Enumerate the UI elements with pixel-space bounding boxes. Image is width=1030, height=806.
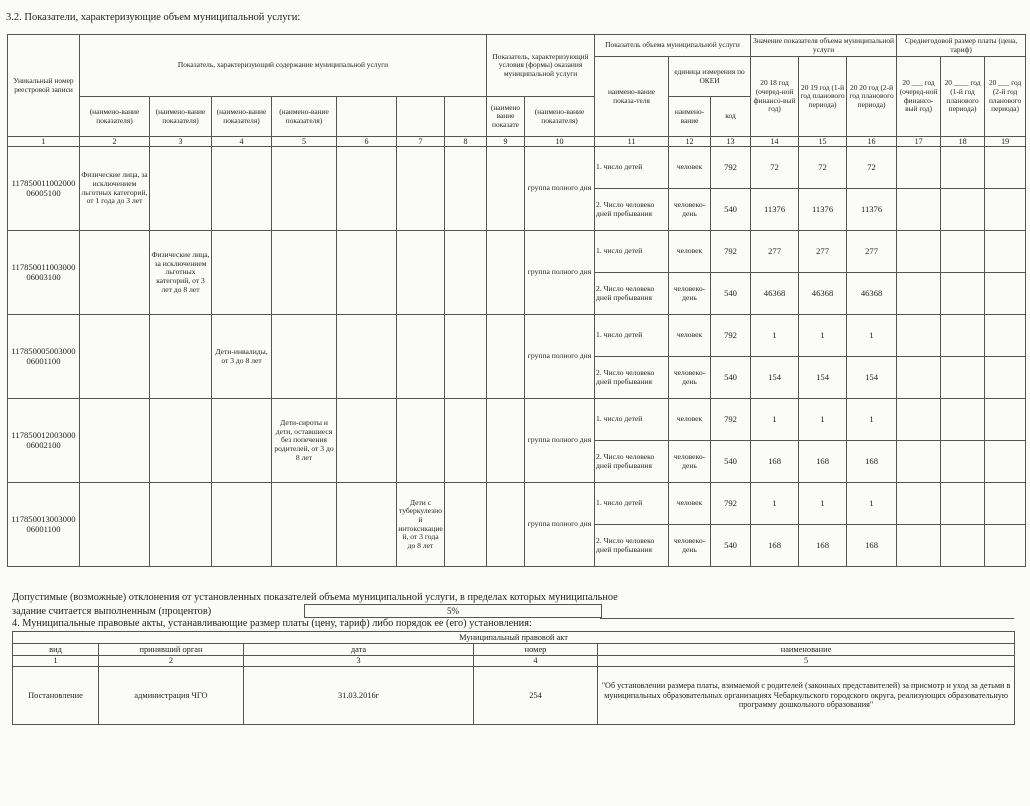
fee-cell bbox=[897, 525, 941, 567]
fee-cell bbox=[897, 315, 941, 357]
fee-cell bbox=[941, 441, 985, 483]
column-number: 18 bbox=[941, 137, 985, 147]
header-fee-year-3: 20 ___ год (2-й год планового периода) bbox=[985, 57, 1026, 137]
value-cell: 72 bbox=[799, 147, 847, 189]
acts-col-num-5: 5 bbox=[598, 656, 1015, 667]
acts-col-num-3: 3 bbox=[244, 656, 474, 667]
header-indicator-name: наимено-вание показа-теля bbox=[595, 57, 669, 137]
indicator-name: 2. Число человеко дней пребывания bbox=[595, 189, 669, 231]
unit-code: 792 bbox=[711, 483, 751, 525]
category-cell: Дети-сироты и дети, оставшиеся без попечения родителей, от 3 до 8 лет bbox=[272, 399, 337, 483]
value-cell: 168 bbox=[847, 441, 897, 483]
category-cell: Физические лица, за исключением льготных категорий, от 3 лет до 8 лет bbox=[150, 231, 212, 315]
value-cell: 168 bbox=[751, 441, 799, 483]
value-cell: 1 bbox=[799, 399, 847, 441]
category-cell: Дети с туберкулезной интоксикацией, от 3 года до 8 лет bbox=[397, 483, 445, 567]
empty-cell bbox=[397, 399, 445, 483]
registry-number: 117850011003000 06003100 bbox=[8, 231, 80, 315]
value-cell: 154 bbox=[799, 357, 847, 399]
fee-cell bbox=[985, 399, 1026, 441]
column-number: 11 bbox=[595, 137, 669, 147]
empty-cell bbox=[272, 147, 337, 231]
header-volume-value: Значение показателя объема муниципальной услуги bbox=[751, 35, 897, 57]
empty-cell bbox=[150, 147, 212, 231]
column-number: 16 bbox=[847, 137, 897, 147]
header-unique-number: Уникальный номер реестровой записи bbox=[8, 35, 80, 137]
volume-indicators-table bbox=[7, 34, 1026, 567]
empty-cell bbox=[272, 483, 337, 567]
legal-acts-table bbox=[12, 631, 1015, 725]
empty-cell bbox=[337, 483, 397, 567]
indicator-name: 2. Число человеко дней пребывания bbox=[595, 273, 669, 315]
deviation-text-2: задание считается выполненным (процентов) bbox=[12, 606, 212, 617]
indicator-name: 2. Число человеко дней пребывания bbox=[595, 357, 669, 399]
empty-cell bbox=[80, 315, 150, 399]
value-cell: 11376 bbox=[799, 189, 847, 231]
empty-cell bbox=[337, 399, 397, 483]
fee-cell bbox=[985, 273, 1026, 315]
empty-cell bbox=[487, 231, 525, 315]
empty-cell bbox=[80, 231, 150, 315]
fee-cell bbox=[985, 231, 1026, 273]
unit-code: 540 bbox=[711, 357, 751, 399]
table-row bbox=[8, 483, 1026, 525]
unit-name: человек bbox=[669, 399, 711, 441]
table-row bbox=[8, 231, 1026, 273]
column-number: 19 bbox=[985, 137, 1026, 147]
fee-cell bbox=[897, 399, 941, 441]
table-row bbox=[8, 399, 1026, 441]
empty-cell bbox=[337, 147, 397, 231]
empty-cell bbox=[212, 231, 272, 315]
value-cell: 168 bbox=[847, 525, 897, 567]
indicator-name: 2. Число человеко дней пребывания bbox=[595, 525, 669, 567]
value-cell: 1 bbox=[751, 399, 799, 441]
indicator-name: 1. число детей bbox=[595, 147, 669, 189]
fee-cell bbox=[985, 189, 1026, 231]
empty-cell bbox=[272, 231, 337, 315]
value-cell: 46368 bbox=[799, 273, 847, 315]
header-unit-okei: единица измерения по ОКЕИ bbox=[669, 57, 751, 97]
unit-code: 540 bbox=[711, 273, 751, 315]
act-number: 254 bbox=[474, 667, 598, 725]
empty-cell bbox=[445, 399, 487, 483]
acts-header-name: наименование bbox=[598, 644, 1015, 656]
registry-number: 117850011002000 06005100 bbox=[8, 147, 80, 231]
header-unit-code: код bbox=[711, 97, 751, 137]
header-year-2: 20 19 год (1-й год планового периода) bbox=[799, 57, 847, 137]
form-cell: группа полного дня bbox=[525, 147, 595, 231]
column-number: 14 bbox=[751, 137, 799, 147]
header-year-3: 20 20 год (2-й год планового периода) bbox=[847, 57, 897, 137]
form-cell: группа полного дня bbox=[525, 315, 595, 399]
fee-cell bbox=[941, 231, 985, 273]
header-condition-indicator: Показатель, характеризующий условия (формы) оказания муниципальной услуги bbox=[487, 35, 595, 97]
column-number: 2 bbox=[80, 137, 150, 147]
header-name-col-3: (наимено-вание показателя) bbox=[150, 97, 212, 137]
column-number: 15 bbox=[799, 137, 847, 147]
value-cell: 277 bbox=[847, 231, 897, 273]
empty-cell bbox=[445, 231, 487, 315]
column-number: 17 bbox=[897, 137, 941, 147]
header-fee-year-2: 20 ____ год (1-й год планового периода) bbox=[941, 57, 985, 137]
fee-cell bbox=[941, 273, 985, 315]
value-cell: 1 bbox=[751, 315, 799, 357]
empty-cell bbox=[212, 399, 272, 483]
empty-cell bbox=[80, 399, 150, 483]
header-name-col-2: (наимено-вание показателя) bbox=[80, 97, 150, 137]
column-number: 4 bbox=[212, 137, 272, 147]
header-avg-fee: Среднегодовой размер платы (цена, тариф) bbox=[897, 35, 1026, 57]
table-row bbox=[8, 315, 1026, 357]
value-cell: 1 bbox=[799, 315, 847, 357]
act-type: Постановление bbox=[13, 667, 99, 725]
form-cell: группа полного дня bbox=[525, 231, 595, 315]
empty-cell bbox=[272, 315, 337, 399]
form-cell: группа полного дня bbox=[525, 399, 595, 483]
header-name-col-4: (наимено-вание показателя) bbox=[212, 97, 272, 137]
header-name-col-9: (наимено вание показате bbox=[487, 97, 525, 137]
value-cell: 168 bbox=[751, 525, 799, 567]
unit-code: 540 bbox=[711, 525, 751, 567]
unit-name: человек bbox=[669, 315, 711, 357]
value-cell: 277 bbox=[799, 231, 847, 273]
empty-cell bbox=[445, 315, 487, 399]
deviation-text-1: Допустимые (возможные) отклонения от установленных показателей объема муниципальной услуги, в пределах которых муниципальное bbox=[12, 592, 618, 603]
fee-cell bbox=[985, 315, 1026, 357]
empty-cell bbox=[150, 315, 212, 399]
value-cell: 154 bbox=[751, 357, 799, 399]
column-number: 10 bbox=[525, 137, 595, 147]
empty-cell bbox=[487, 399, 525, 483]
empty-cell bbox=[337, 315, 397, 399]
fee-cell bbox=[897, 231, 941, 273]
empty-cell bbox=[487, 315, 525, 399]
category-cell: Физические лица, за исключением льготных категорий, от 1 года до 3 лет bbox=[80, 147, 150, 231]
unit-name: человеко-день bbox=[669, 441, 711, 483]
empty-cell bbox=[487, 483, 525, 567]
unit-name: человеко-день bbox=[669, 273, 711, 315]
fee-cell bbox=[985, 483, 1026, 525]
column-number: 7 bbox=[397, 137, 445, 147]
acts-title: Муниципальный правовой акт bbox=[13, 632, 1015, 644]
registry-number: 117850012003000 06002100 bbox=[8, 399, 80, 483]
header-year-1: 20 18 год (очеред-ной финансо-вый год) bbox=[751, 57, 799, 137]
empty-cell bbox=[337, 231, 397, 315]
value-cell: 11376 bbox=[751, 189, 799, 231]
value-cell: 1 bbox=[751, 483, 799, 525]
fee-cell bbox=[897, 483, 941, 525]
fee-cell bbox=[985, 441, 1026, 483]
header-volume-indicator: Показатель объема муниципальной услуги bbox=[595, 35, 751, 57]
empty-cell bbox=[397, 147, 445, 231]
header-empty-8 bbox=[445, 97, 487, 137]
fee-cell bbox=[941, 357, 985, 399]
fee-cell bbox=[897, 441, 941, 483]
fee-cell bbox=[941, 399, 985, 441]
value-cell: 72 bbox=[847, 147, 897, 189]
fee-cell bbox=[985, 147, 1026, 189]
value-cell: 1 bbox=[799, 483, 847, 525]
column-number: 6 bbox=[337, 137, 397, 147]
fee-cell bbox=[941, 525, 985, 567]
table-row bbox=[8, 147, 1026, 189]
empty-cell bbox=[487, 147, 525, 231]
unit-code: 540 bbox=[711, 189, 751, 231]
unit-name: человек bbox=[669, 231, 711, 273]
fee-cell bbox=[941, 147, 985, 189]
fee-cell bbox=[897, 189, 941, 231]
acts-col-num-2: 2 bbox=[99, 656, 244, 667]
column-number: 8 bbox=[445, 137, 487, 147]
empty-cell bbox=[150, 399, 212, 483]
empty-cell bbox=[397, 231, 445, 315]
unit-name: человеко-день bbox=[669, 525, 711, 567]
fee-cell bbox=[897, 357, 941, 399]
value-cell: 46368 bbox=[847, 273, 897, 315]
section-4-heading: 4. Муниципальные правовые акты, устанавливающие размер платы (цену, тариф) либо порядок ее (его) установления: bbox=[12, 618, 532, 629]
value-cell: 72 bbox=[751, 147, 799, 189]
value-cell: 46368 bbox=[751, 273, 799, 315]
fee-cell bbox=[897, 273, 941, 315]
acts-header-type: вид bbox=[13, 644, 99, 656]
header-empty-7 bbox=[397, 97, 445, 137]
page-heading: 3.2. Показатели, характеризующие объем муниципальной услуги: bbox=[6, 12, 301, 23]
empty-cell bbox=[212, 147, 272, 231]
acts-col-num-1: 1 bbox=[13, 656, 99, 667]
value-cell: 154 bbox=[847, 357, 897, 399]
value-cell: 1 bbox=[847, 483, 897, 525]
fee-cell bbox=[985, 357, 1026, 399]
empty-cell bbox=[397, 315, 445, 399]
value-cell: 168 bbox=[799, 441, 847, 483]
column-number: 5 bbox=[272, 137, 337, 147]
value-cell: 168 bbox=[799, 525, 847, 567]
column-number: 12 bbox=[669, 137, 711, 147]
column-number: 13 bbox=[711, 137, 751, 147]
empty-cell bbox=[80, 483, 150, 567]
indicator-name: 1. число детей bbox=[595, 231, 669, 273]
registry-number: 117850005003000 06001100 bbox=[8, 315, 80, 399]
value-cell: 11376 bbox=[847, 189, 897, 231]
column-number: 9 bbox=[487, 137, 525, 147]
fee-cell bbox=[985, 525, 1026, 567]
indicator-name: 1. число детей bbox=[595, 315, 669, 357]
indicator-name: 2. Число человеко дней пребывания bbox=[595, 441, 669, 483]
value-cell: 1 bbox=[847, 315, 897, 357]
category-cell: Дети-инвалиды, от 3 до 8 лет bbox=[212, 315, 272, 399]
column-number: 3 bbox=[150, 137, 212, 147]
empty-cell bbox=[445, 147, 487, 231]
form-cell: группа полного дня bbox=[525, 483, 595, 567]
fee-cell bbox=[941, 483, 985, 525]
header-fee-year-1: 20 ___ год (очеред-ной финансо-вый год) bbox=[897, 57, 941, 137]
act-name: "Об установлении размера платы, взимаемой с родителей (законных представителей) за присмотр и уход за детьми в муниципальных образовательных организациях Чебаркульского городского округа, реализующих образовательную программу дошкольного образования" bbox=[598, 667, 1015, 725]
acts-header-number: номер bbox=[474, 644, 598, 656]
header-empty-6 bbox=[337, 97, 397, 137]
empty-cell bbox=[445, 483, 487, 567]
column-number: 1 bbox=[8, 137, 80, 147]
act-date: 31.03.2016г bbox=[244, 667, 474, 725]
acts-header-organ: принявший орган bbox=[99, 644, 244, 656]
act-organ: администрация ЧГО bbox=[99, 667, 244, 725]
unit-name: человек bbox=[669, 147, 711, 189]
unit-code: 792 bbox=[711, 231, 751, 273]
indicator-name: 1. число детей bbox=[595, 399, 669, 441]
header-content-indicator: Показатель, характеризующий содержание муниципальной услуги bbox=[80, 35, 487, 97]
header-name-col-10: (наимено-вание показателя) bbox=[525, 97, 595, 137]
registry-number: 117850013003000 06001100 bbox=[8, 483, 80, 567]
unit-code: 540 bbox=[711, 441, 751, 483]
acts-header-date: дата bbox=[244, 644, 474, 656]
indicator-name: 1. число детей bbox=[595, 483, 669, 525]
unit-name: человек bbox=[669, 483, 711, 525]
unit-name: человеко-день bbox=[669, 357, 711, 399]
fee-cell bbox=[941, 189, 985, 231]
acts-col-num-4: 4 bbox=[474, 656, 598, 667]
unit-name: человеко-день bbox=[669, 189, 711, 231]
header-unit-name: наимено-вание bbox=[669, 97, 711, 137]
deviation-value: 5% bbox=[304, 604, 602, 618]
unit-code: 792 bbox=[711, 147, 751, 189]
fee-cell bbox=[897, 147, 941, 189]
fee-cell bbox=[941, 315, 985, 357]
header-name-col-5: (наимено-вание показателя) bbox=[272, 97, 337, 137]
deviation-underline bbox=[600, 618, 1014, 619]
value-cell: 277 bbox=[751, 231, 799, 273]
unit-code: 792 bbox=[711, 399, 751, 441]
unit-code: 792 bbox=[711, 315, 751, 357]
empty-cell bbox=[150, 483, 212, 567]
value-cell: 1 bbox=[847, 399, 897, 441]
column-numbers-row bbox=[8, 137, 1026, 147]
empty-cell bbox=[212, 483, 272, 567]
